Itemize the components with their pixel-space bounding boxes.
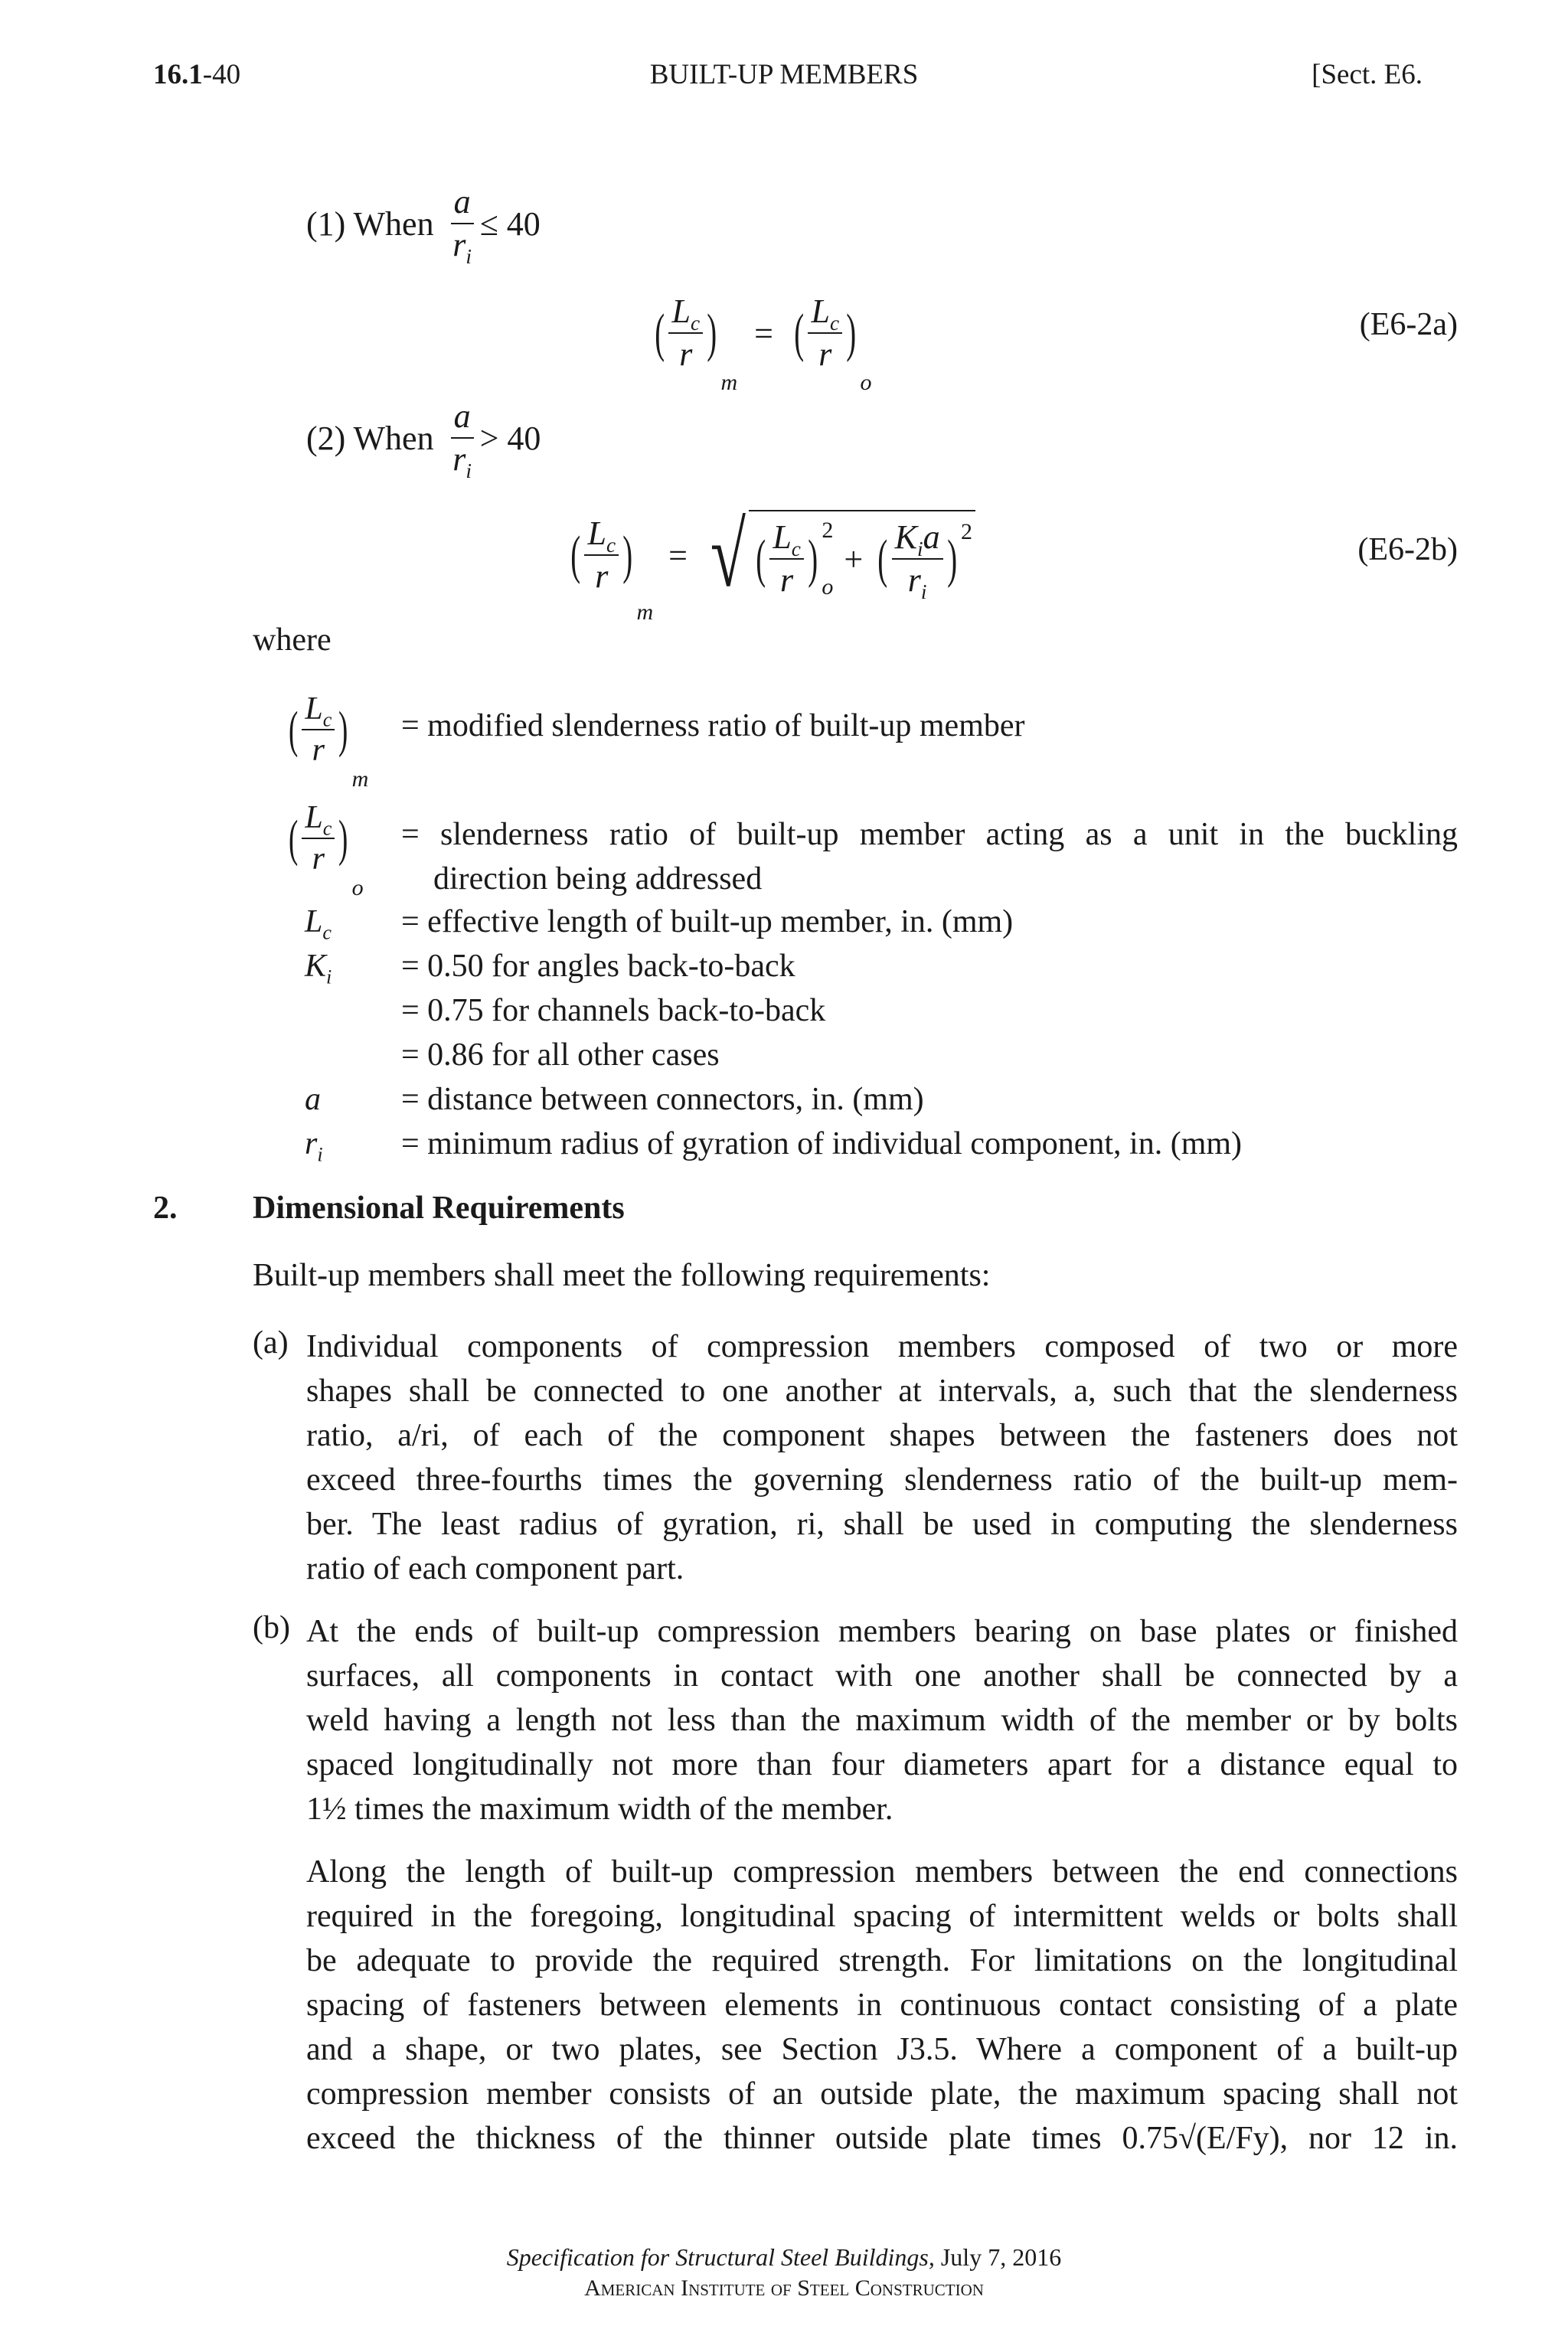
continuation-paragraph — [306, 1850, 1458, 2161]
section-title: Dimensional Requirements — [253, 1191, 625, 1226]
paragraph-line: be adequate to provide the required strength. For limitations on the longitudinal — [306, 1943, 1458, 1978]
condition-2 — [306, 392, 541, 484]
def-symbol-a: a — [305, 1082, 321, 1117]
item-a-line: ratio of each component part. — [306, 1551, 684, 1586]
section-ref: [Sect. E6. — [1312, 59, 1423, 90]
paragraph-line: Along the length of built-up compression members between the end connections — [306, 1854, 1458, 1890]
def-text-lc: = effective length of built-up member, in. (mm) — [401, 904, 1014, 939]
footer-title: Specification for Structural Steel Buildings, — [506, 2243, 935, 2271]
footer-line-2: American Institute of Steel Construction — [584, 2275, 984, 2301]
condition-2-fraction: $\frac{a}{r_i}$ — [451, 399, 474, 477]
footer-date: July 7, 2016 — [934, 2243, 1062, 2271]
equation-number-e6-2b: (E6-2b) — [1357, 532, 1458, 567]
page-number-bold: 16.1 — [153, 59, 203, 90]
def-symbol-ri: $r_i$ — [305, 1126, 323, 1166]
condition-1-relation: ≤ 40 — [479, 204, 541, 243]
def-text-ki-channels: = 0.75 for channels back-to-back — [401, 993, 826, 1028]
section-intro: Built-up members shall meet the following requirements: — [253, 1258, 991, 1293]
footer-line-1 — [0, 2243, 1568, 2272]
where-label: where — [253, 622, 332, 658]
def-symbol-ki: $K_i$ — [305, 949, 332, 988]
condition-2-relation: > 40 — [479, 419, 541, 457]
item-b-line: spaced longitudinally not more than four diameters apart for a distance equal to — [306, 1747, 1458, 1782]
paragraph-line: exceed the thickness of the thinner outside plate times 0.75√(E/Fy), nor 12 in. — [306, 2121, 1458, 2156]
condition-1-label: (1) When — [306, 204, 434, 243]
paragraph-line: and a shape, or two plates, see Section J3.5. Where a component of a built-up — [306, 2032, 1458, 2067]
equation-e6-2b: ( $\frac{L_c}{r}$ ) m = √ ( $\frac{L_c}{r}$ ) 2 o + ( $\frac{K_ia}{r_i}$ ) 2 — [567, 498, 975, 612]
condition-1-fraction: $\frac{a}{r_i}$ — [451, 185, 474, 263]
page-number-rest: -40 — [202, 59, 241, 90]
item-a-line: Individual components of compression members composed of two or more — [306, 1329, 1458, 1364]
paragraph-line: spacing of fasteners between elements in continuous contact consisting of a plate — [306, 1988, 1458, 2023]
equation-number-e6-2a: (E6-2a) — [1359, 307, 1458, 342]
item-b-line: surfaces, all components in contact with one another shall be connected by a — [306, 1658, 1458, 1694]
running-title: BUILT-UP MEMBERS — [649, 59, 919, 90]
def-text-lc-r-m: = modified slenderness ratio of built-up member — [401, 708, 1025, 743]
def-text-a: = distance between connectors, in. (mm) — [401, 1082, 924, 1117]
section-number: 2. — [153, 1191, 178, 1226]
def-symbol-lc: $L_c$ — [305, 904, 332, 944]
equation-e6-2a: ( $\frac{L_c}{r}$ ) m = ( $\frac{L_c}{r}$ ) o — [655, 292, 872, 395]
item-a-text — [306, 1325, 1458, 1591]
item-b-line: 1½ times the maximum width of the member. — [306, 1792, 893, 1827]
def-symbol-lc-r-o: ( $\frac{L_c}{r}$ ) o — [289, 799, 364, 900]
item-b-line: At the ends of built-up compression members bearing on base plates or finished — [306, 1614, 1458, 1649]
item-a-label: (a) — [253, 1325, 289, 1361]
item-b-line: weld having a length not less than the maximum width of the member or by bolts — [306, 1703, 1458, 1738]
item-a-line: ber. The least radius of gyration, ri, shall be used in computing the slenderness — [306, 1507, 1458, 1542]
def-text-ri: = minimum radius of gyration of individual component, in. (mm) — [401, 1126, 1243, 1161]
paragraph-line: required in the foregoing, longitudinal spacing of intermittent welds or bolts shall — [306, 1899, 1458, 1934]
item-b-text — [306, 1609, 1458, 1831]
def-text-ki-other: = 0.86 for all other cases — [401, 1037, 720, 1073]
def-text-lc-r-o-cont: direction being addressed — [433, 861, 763, 897]
condition-1 — [306, 178, 541, 270]
item-a-line: ratio, a/ri, of each of the component shapes between the fasteners does not — [306, 1418, 1458, 1453]
condition-2-label: (2) When — [306, 419, 434, 457]
item-a-line: exceed three-fourths times the governing slenderness ratio of the built-up mem- — [306, 1462, 1458, 1498]
def-text-ki-angles: = 0.50 for angles back-to-back — [401, 949, 795, 984]
def-symbol-lc-r-m: ( $\frac{L_c}{r}$ ) m — [289, 691, 369, 792]
item-b-label: (b) — [253, 1610, 290, 1645]
item-a-line: shapes shall be connected to one another at intervals, a, such that the slenderness — [306, 1374, 1458, 1409]
paragraph-line: compression member consists of an outside plate, the maximum spacing shall not — [306, 2076, 1458, 2112]
def-text-lc-r-o: = slenderness ratio of built-up member acting as a unit in the buckling — [401, 817, 1458, 852]
